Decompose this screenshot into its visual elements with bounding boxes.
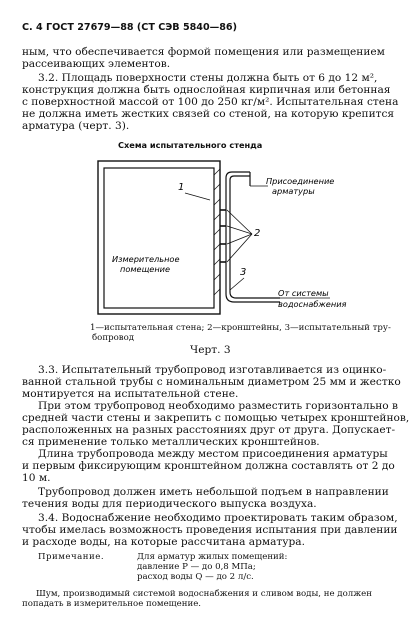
leader-1 xyxy=(185,193,210,200)
marker-3: 3 xyxy=(240,267,247,278)
p34-line-1: 3.4. Водоснабжение необходимо проектировать таким образом, xyxy=(38,512,398,524)
figure-title: Схема испытательного стенда xyxy=(118,140,263,150)
p33-line-6: расположенных на разных расстояниях друг от друга. Допускает- xyxy=(22,424,396,436)
p33-line-12: течения воды для периодического выпуска воздуха. xyxy=(22,498,317,510)
intro-line-2: рассеивающих элементов. xyxy=(22,58,171,70)
leader-3 xyxy=(230,278,244,290)
measuring-room-inner xyxy=(104,168,214,308)
supply-label-2: водоснабжения xyxy=(278,299,347,309)
note-label: Примечание. xyxy=(38,552,105,562)
p32-line-3: с поверхностной массой от 100 до 250 кг/м². Испытательная стена xyxy=(22,96,399,108)
p33-line-8: Длина трубопровода между местом присоединения арматуры xyxy=(38,448,388,460)
p32-line-4: не должна иметь жестких связей со стеной, на которую крепится xyxy=(22,108,395,120)
p32-line-1: 3.2. Площадь поверхности стены должна быть от 6 до 12 м², xyxy=(38,72,378,84)
room-label-1: Измерительное xyxy=(112,254,180,264)
room-label-2: помещение xyxy=(120,264,171,274)
p33-line-10: 10 м. xyxy=(22,472,51,484)
p33-line-5: средней части стены и закрепить с помощью четырех кронштейнов, xyxy=(22,412,410,424)
p34-line-2: чтобы имелась возможность проведения испытания при давлении xyxy=(22,524,398,536)
note-line-1: Для арматур жилых помещений: xyxy=(137,552,288,562)
p33-line-3: монтируется на испытательной стене. xyxy=(22,388,239,400)
p32-line-5: арматура (черт. 3). xyxy=(22,120,130,132)
leader-2c xyxy=(227,234,252,244)
intro-line-1: ным, что обеспечивается формой помещения или размещением xyxy=(22,46,385,58)
p34-line-3: и расходе воды, на которые рассчитана арматура. xyxy=(22,536,305,548)
p33-line-9: и первым фиксирующим кронштейном должна составлять от 2 до xyxy=(22,460,395,472)
figure-legend-line-1: 1—испытательная стена; 2—кронштейны, 3—испытательный тру- xyxy=(90,323,391,333)
marker-1: 1 xyxy=(178,182,185,193)
supply-label-1: От системы xyxy=(278,288,329,298)
note-line-3: расход воды Q — до 2 л/с. xyxy=(137,572,254,582)
figure-caption: Черт. 3 xyxy=(190,344,231,356)
test-wall-hatch xyxy=(214,169,220,295)
figure-legend-line-2: бопровод xyxy=(92,333,135,343)
final-line-2: попадать в измерительное помещение. xyxy=(22,599,202,609)
marker-2: 2 xyxy=(254,228,261,239)
note-line-2: давление P — до 0,8 МПа; xyxy=(137,562,256,572)
fittings-label-2: арматуры xyxy=(272,186,315,196)
leader-2d xyxy=(227,234,252,262)
fittings-label-1: Присоединение xyxy=(266,176,335,186)
p33-line-11: Трубопровод должен иметь небольшой подъем в направлении xyxy=(38,486,389,498)
final-line-1: Шум, производимый системой водоснабжения и сливом воды, не должен xyxy=(36,589,372,599)
p33-line-7: ся применение только металлических кронштейнов. xyxy=(22,436,320,448)
page-header: С. 4 ГОСТ 27679—88 (СТ СЭВ 5840—86) xyxy=(22,22,237,33)
p33-line-1: 3.3. Испытательный трубопровод изготавливается из оцинко- xyxy=(38,364,387,376)
p33-line-2: ванной стальной трубы с номинальным диаметром 25 мм и жестко xyxy=(22,376,401,388)
p33-line-4: При этом трубопровод необходимо разместить горизонтально в xyxy=(38,400,398,412)
p32-line-2: конструкция должна быть однослойная кирпичная или бетонная xyxy=(22,84,391,96)
measuring-room-wall xyxy=(98,161,220,314)
